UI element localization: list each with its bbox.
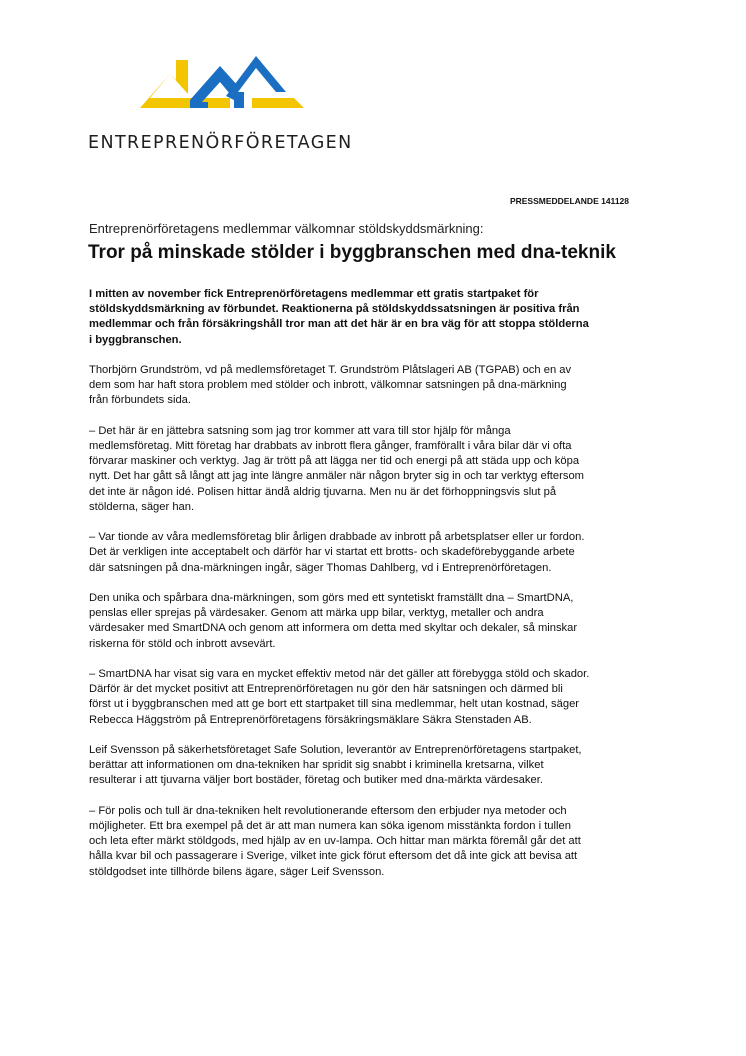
press-release-label: PRESSMEDDELANDE 141128 — [509, 196, 629, 206]
body-paragraph — [89, 591, 669, 652]
paragraph-line: Thorbjörn Grundström, vd på medlemsföretaget T. Grundström Plåtslageri AB (TGPAB) och en av — [89, 364, 572, 376]
paragraph-line: möjligheter. Ett bra exempel på det är att man numera kan söka igenom misstänkta fordon i tullen — [89, 820, 571, 832]
paragraph-line: och leta efter märkt stöldgods, med hjälp av en uv-lampa. Och hittar man märkta föremål går det att — [89, 835, 581, 848]
article-body — [89, 287, 669, 895]
paragraph-line: Den unika och spårbara dna-märkningen, som görs med ett syntetiskt framställt dna – SmartDNA, — [89, 592, 574, 604]
paragraph-line: I mitten av november fick Entreprenörföretagens medlemmar ett gratis startpaket för — [89, 288, 539, 300]
paragraph-line: det inte är någon idé. Polisen hittar ändå aldrig tjuvarna. Men nu är det förhoppningsvis slut på — [89, 485, 557, 498]
body-paragraph — [89, 804, 669, 880]
paragraph-line: – Det här är en jättebra satsning som jag tror kommer att vara till stor hjälp för många — [89, 424, 511, 437]
body-paragraph — [89, 530, 669, 576]
paragraph-line: från förbundets sida. — [89, 394, 191, 407]
body-paragraph — [89, 424, 669, 515]
headline: Tror på minskade stölder i byggbranschen med dna-teknik — [88, 242, 616, 263]
paragraph-line: medlemsföretag. Mitt företag har drabbats av inbrott flera gånger, framförallt i våra bilar där vi ofta — [89, 440, 572, 452]
paragraph-line: där satsningen på dna-märkningen ingår, säger Thomas Dahlberg, vd i Entreprenörföretagen. — [89, 561, 552, 574]
paragraph-line: Rebecca Häggström på Entreprenörföretagens försäkringsmäklare Säkra Stenstaden AB. — [89, 713, 532, 726]
paragraph-line: – Var tionde av våra medlemsföretag blir årligen drabbade av inbrott på arbetsplatser eller ur fordon. — [89, 531, 585, 544]
paragraph-line: penslas eller sprejas på värdesaker. Genom att märka upp bilar, verktyg, metaller och andra — [89, 607, 544, 620]
paragraph-line: resulterar i att tjuvarna väljer bort bostäder, företag och butiker med dna-märkta värdesaker. — [89, 774, 543, 787]
paragraph-line: först ut i byggbranschen med att ge bort ett startpaket till sina medlemmar, helt utan kostnad, säger — [89, 698, 580, 711]
paragraph-line: – SmartDNA har visat sig vara en mycket effektiv metod när det gäller att förebygga stöld och skador. — [89, 668, 590, 680]
paragraph-line: värdesaker med SmartDNA och genom att informera om detta med skyltar och dekaler, så minskar — [89, 622, 578, 635]
house-roof-logo-icon — [134, 48, 304, 116]
paragraph-line: stöldskyddsmärkning av förbundet. Reaktionerna på stöldskyddssatsningen är positiva från — [89, 303, 580, 316]
paragraph-line: hålla kvar bil och passagerare i Sverige, vilket inte gick förut eftersom det då inte gick att bevisa att — [89, 850, 578, 863]
paragraph-line: Leif Svensson på säkerhetsföretaget Safe Solution, leverantör av Entreprenörföretagens startpaket, — [89, 744, 582, 756]
lead-paragraph — [89, 287, 669, 348]
paragraph-line: stöldgodset inte tillhörde bilens ägare, säger Leif Svensson. — [89, 865, 385, 878]
paragraph-line: – För polis och tull är dna-tekniken helt revolutionerande eftersom den erbjuder nya metoder och — [89, 804, 567, 817]
paragraph-line: riskerna för stöld och inbrott avsevärt. — [89, 637, 276, 650]
paragraph-line: Det är verkligen inte acceptabelt och därför har vi startat ett brotts- och skadeförebyggande arbete — [89, 546, 575, 559]
paragraph-line: stölderna, säger han. — [89, 500, 195, 513]
paragraph-line: dem som har haft stora problem med stölder och inbrott, välkomnar satsningen på dna-märkning — [89, 379, 567, 392]
paragraph-line: Därför är det mycket positivt att Entreprenörföretagen nu gör den här satsningen och därmed bli — [89, 683, 563, 696]
paragraph-line: nytt. Det har gått så långt att jag inte längre anmäler när någon bryter sig in och tar verktyg eftersom — [89, 470, 584, 483]
paragraph-line: medlemmar och från försäkringshåll tror man att det här är en bra väg för att stoppa stölderna — [89, 318, 589, 331]
paragraph-line: berättar att informationen om dna-tekniken har spridit sig snabbt i kriminella kretsarna, vilket — [89, 759, 544, 772]
body-paragraph — [89, 363, 669, 409]
body-paragraph — [89, 743, 669, 789]
paragraph-line: förvarar maskiner och verktyg. Jag är trött på att lägga ner tid och energi på att städa upp och köpa — [89, 455, 580, 468]
logo-yellow-roof — [140, 60, 192, 108]
paragraph-line: i byggbranschen. — [89, 333, 182, 346]
brand-name: ENTREPRENÖRFÖRETAGEN — [88, 133, 353, 153]
logo-yellow-wing — [252, 98, 304, 108]
kicker: Entreprenörföretagens medlemmar välkomnar stöldskyddsmärkning: — [89, 221, 484, 236]
body-paragraph — [89, 667, 669, 728]
